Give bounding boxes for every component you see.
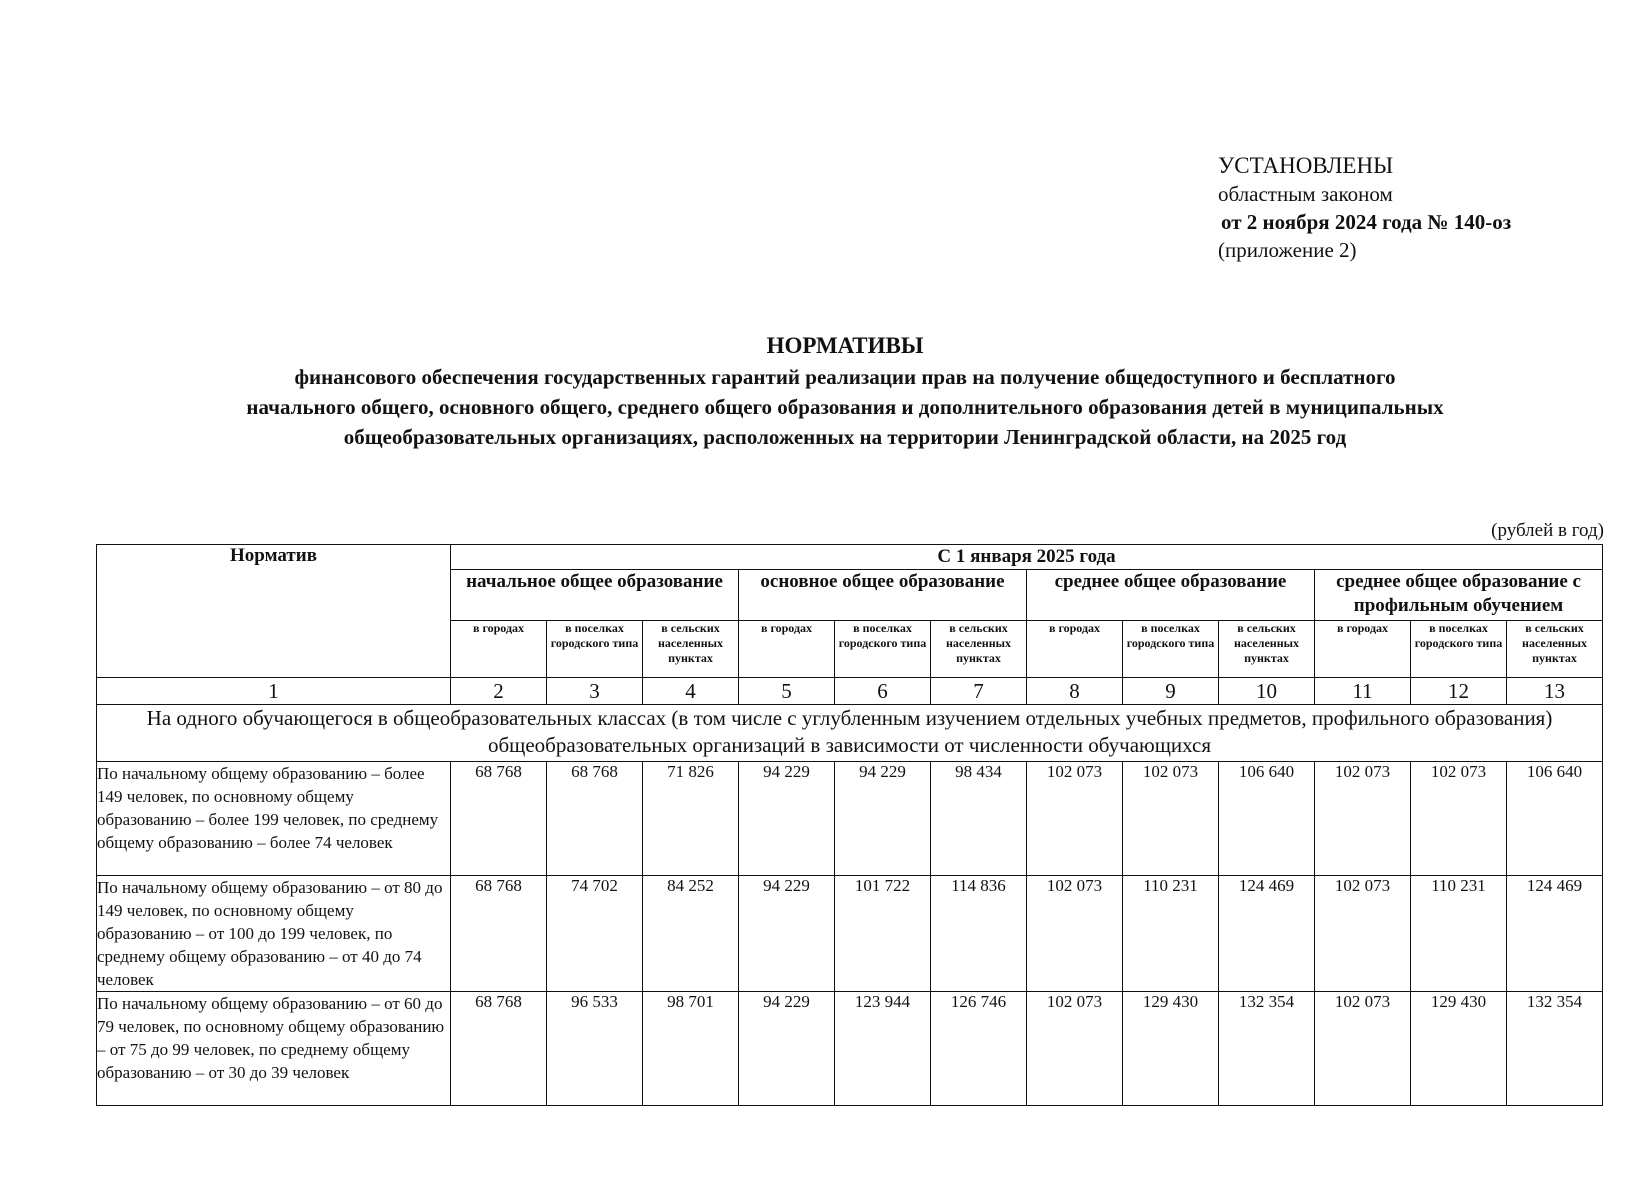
value-cell: 98 434	[931, 762, 1027, 876]
header-norm: Норматив	[97, 545, 451, 678]
column-number: 6	[835, 678, 931, 705]
header-level-primary: начальное общее образование	[451, 570, 739, 621]
value-cell: 102 073	[1027, 992, 1123, 1106]
header-settlement-city: в городах	[1027, 621, 1123, 678]
value-cell: 102 073	[1123, 762, 1219, 876]
header-settlement-rural: в сельских населенных пунктах	[1507, 621, 1603, 678]
value-cell: 94 229	[739, 762, 835, 876]
column-number: 13	[1507, 678, 1603, 705]
header-level-secondary-profile: среднее общее образование с профильным обучением	[1315, 570, 1603, 621]
value-cell: 96 533	[547, 992, 643, 1106]
value-cell: 94 229	[739, 992, 835, 1106]
table-row	[97, 762, 1603, 876]
unit-label: (рублей в год)	[1491, 520, 1604, 541]
document-title	[240, 330, 1450, 452]
column-number: 5	[739, 678, 835, 705]
value-cell: 102 073	[1315, 992, 1411, 1106]
header-settlement-town: в поселках городского типа	[1411, 621, 1507, 678]
value-cell: 68 768	[547, 762, 643, 876]
header-level-secondary: среднее общее образование	[1027, 570, 1315, 621]
column-number: 3	[547, 678, 643, 705]
value-cell: 102 073	[1315, 762, 1411, 876]
approval-stamp	[1218, 152, 1511, 264]
column-number: 2	[451, 678, 547, 705]
column-number: 7	[931, 678, 1027, 705]
approval-law-type: областным законом	[1218, 182, 1393, 206]
header-settlement-rural: в сельских населенных пунктах	[643, 621, 739, 678]
value-cell: 123 944	[835, 992, 931, 1106]
value-cell: 68 768	[451, 762, 547, 876]
value-cell: 102 073	[1315, 876, 1411, 992]
value-cell: 102 073	[1027, 762, 1123, 876]
row-label: По начальному общему образованию – более 149 человек, по основному общему образованию – более 199 человек, по среднему общему образованию – более 74 человек	[97, 762, 451, 876]
value-cell: 102 073	[1411, 762, 1507, 876]
value-cell: 74 702	[547, 876, 643, 992]
value-cell: 101 722	[835, 876, 931, 992]
approval-law-reference: от 2 ноября 2024 года № 140-оз	[1221, 210, 1512, 234]
header-settlement-city: в городах	[739, 621, 835, 678]
value-cell: 129 430	[1411, 992, 1507, 1106]
header-settlement-city: в городах	[451, 621, 547, 678]
value-cell: 106 640	[1219, 762, 1315, 876]
row-label: По начальному общему образованию – от 80 до 149 человек, по основному общему образованию – от 100 до 199 человек, по среднему общему образованию – от 40 до 74 человек	[97, 876, 451, 992]
value-cell: 102 073	[1027, 876, 1123, 992]
approval-heading: УСТАНОВЛЕНЫ	[1218, 153, 1394, 178]
column-number: 8	[1027, 678, 1123, 705]
column-number: 1	[97, 678, 451, 705]
value-cell: 84 252	[643, 876, 739, 992]
title-subtitle: финансового обеспечения государственных гарантий реализации прав на получение общедоступного и бесплатного начального общего, основного общего, среднего общего образования и дополнительного образования детей в муниципальных общеобразовательных организациях, расположенных на территории Ленинградской области, на 2025 год	[246, 365, 1444, 449]
header-settlement-town: в поселках городского типа	[547, 621, 643, 678]
value-cell: 68 768	[451, 992, 547, 1106]
value-cell: 126 746	[931, 992, 1027, 1106]
column-number: 12	[1411, 678, 1507, 705]
value-cell: 124 469	[1507, 876, 1603, 992]
column-number: 4	[643, 678, 739, 705]
approval-appendix: (приложение 2)	[1218, 238, 1357, 262]
row-label: По начальному общему образованию – от 60 до 79 человек, по основному общему образованию – от 75 до 99 человек, по среднему общему образованию – от 30 до 39 человек	[97, 992, 451, 1106]
title-main: НОРМАТИВЫ	[766, 333, 924, 358]
column-number-row	[97, 678, 1603, 705]
header-period: С 1 января 2025 года	[451, 545, 1603, 570]
header-settlement-town: в поселках городского типа	[835, 621, 931, 678]
column-number: 10	[1219, 678, 1315, 705]
value-cell: 71 826	[643, 762, 739, 876]
header-settlement-rural: в сельских населенных пунктах	[1219, 621, 1315, 678]
header-settlement-town: в поселках городского типа	[1123, 621, 1219, 678]
header-settlement-city: в городах	[1315, 621, 1411, 678]
value-cell: 68 768	[451, 876, 547, 992]
value-cell: 110 231	[1123, 876, 1219, 992]
value-cell: 114 836	[931, 876, 1027, 992]
value-cell: 94 229	[739, 876, 835, 992]
column-number: 11	[1315, 678, 1411, 705]
value-cell: 98 701	[643, 992, 739, 1106]
value-cell: 94 229	[835, 762, 931, 876]
table-row	[97, 992, 1603, 1106]
header-settlement-rural: в сельских населенных пунктах	[931, 621, 1027, 678]
value-cell: 129 430	[1123, 992, 1219, 1106]
value-cell: 132 354	[1507, 992, 1603, 1106]
value-cell: 132 354	[1219, 992, 1315, 1106]
table-row	[97, 876, 1603, 992]
value-cell: 106 640	[1507, 762, 1603, 876]
column-number: 9	[1123, 678, 1219, 705]
value-cell: 124 469	[1219, 876, 1315, 992]
section-heading: На одного обучающегося в общеобразовательных классах (в том числе с углубленным изучением отдельных учебных предметов, профильного образования) общеобразовательных организаций в зависимости от численности обучающихся	[97, 705, 1603, 762]
norms-table	[96, 544, 1603, 1106]
header-level-basic: основное общее образование	[739, 570, 1027, 621]
value-cell: 110 231	[1411, 876, 1507, 992]
